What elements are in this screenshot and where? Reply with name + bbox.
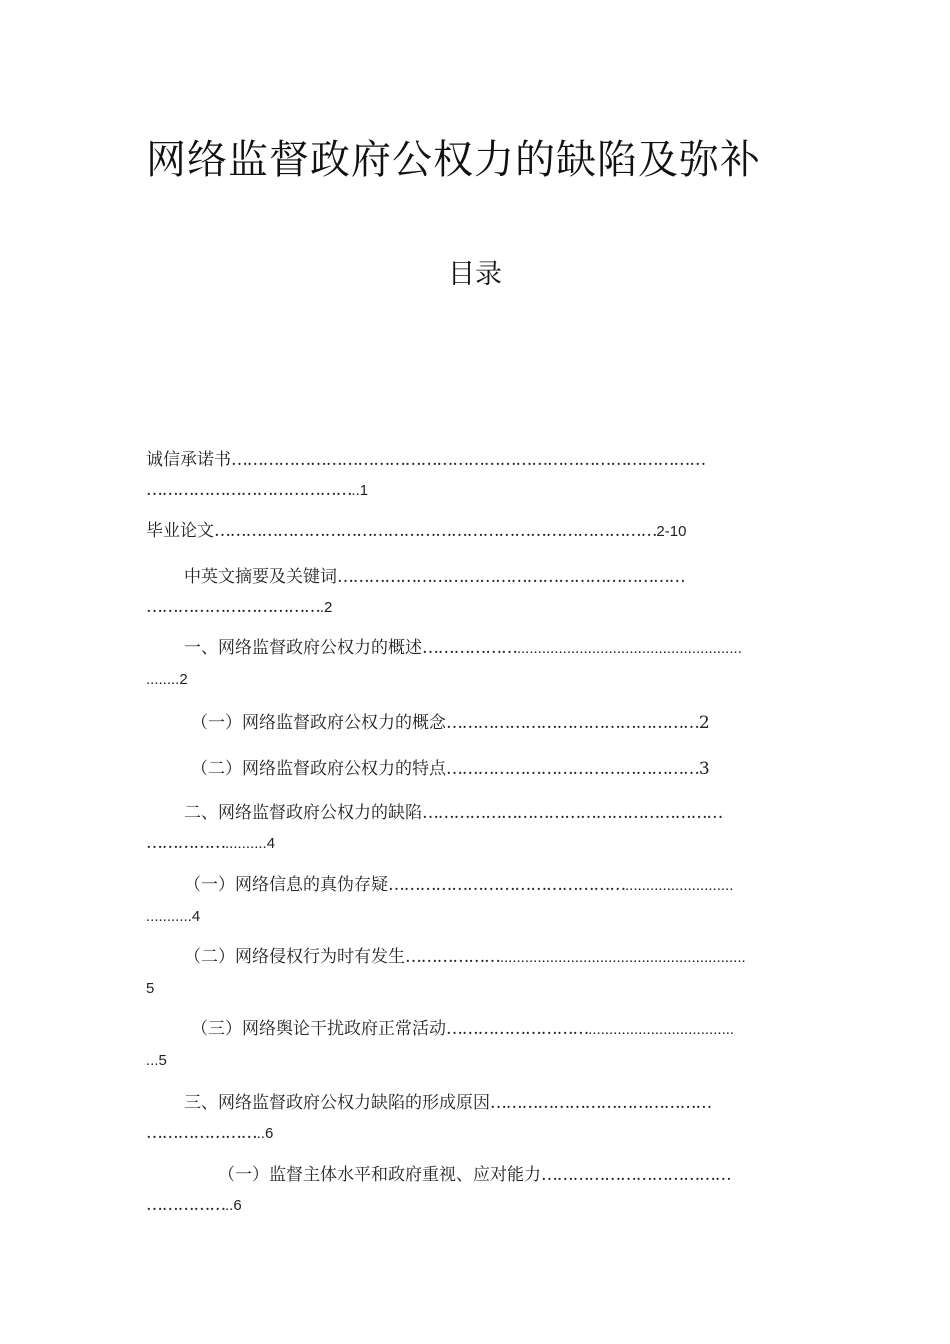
toc-page-number: 4 [191, 908, 201, 925]
toc-leader: ………………………………………… [446, 713, 699, 733]
toc-entry-label: （一）网络信息的真伪存疑 [184, 875, 388, 895]
toc-leader: …………… [146, 1195, 226, 1215]
toc-page-number: ..6 [225, 1197, 242, 1214]
toc-entry-label: 二、网络监督政府公权力的缺陷 [184, 803, 422, 823]
toc-leader: ……………………………… [541, 1165, 731, 1185]
toc-leader: ………………………………………………………………………… [214, 521, 657, 541]
toc-entry[interactable] [146, 562, 811, 623]
toc-entry[interactable] [146, 754, 811, 784]
toc-entry-label: 中英文摘要及关键词 [184, 567, 337, 587]
toc-leader: .......... [225, 835, 267, 852]
toc-leader: .......................... [625, 877, 734, 894]
toc-leader: ...................................................... [516, 640, 742, 657]
toc-entry[interactable] [146, 942, 811, 1004]
toc-entry-label: 毕业论文 [146, 521, 214, 541]
toc-leader: ……………………………………………………………………………… [231, 450, 706, 470]
toc-leader: ... [146, 1052, 159, 1069]
toc-entry[interactable] [146, 1160, 811, 1221]
toc-entry-label: （二）网络监督政府公权力的特点 [191, 759, 446, 779]
toc-entry-label: 诚信承诺书 [146, 450, 231, 470]
toc-leader: …………………………………… [490, 1093, 712, 1113]
toc-entry[interactable] [146, 516, 811, 547]
toc-heading: 目录 [448, 259, 502, 290]
toc-page-number: ..1 [351, 482, 369, 499]
toc-page-number: 4 [266, 835, 276, 852]
toc-entry-label: （一）监督主体水平和政府重视、应对能力 [218, 1165, 541, 1185]
toc-leader: ……………………………………… [388, 875, 626, 895]
toc-entry[interactable] [146, 708, 811, 738]
toc-entry[interactable] [146, 633, 811, 695]
toc-page-number: .2 [319, 599, 333, 616]
toc-leader: ………………………………… [146, 480, 352, 500]
toc-leader: ………………………………………………………… [337, 567, 685, 587]
toc-entry-label: （二）网络侵权行为时有发生 [184, 947, 405, 967]
toc-leader: …………… [146, 833, 226, 853]
toc-entry[interactable] [146, 870, 811, 932]
toc-page-number: 2-10 [656, 523, 687, 540]
toc-entry-label: （三）网络舆论干扰政府正常活动 [191, 1019, 446, 1039]
toc-leader: ………………… [146, 1123, 257, 1143]
toc-page-number: 2 [179, 671, 188, 688]
toc-page-number: 5 [158, 1052, 167, 1069]
toc-entry-label: 三、网络监督政府公权力缺陷的形成原因 [184, 1093, 490, 1113]
toc-page-number: 5 [146, 980, 155, 997]
toc-entry-label: （一）网络监督政府公权力的概念 [191, 713, 446, 733]
toc-leader: ………………………………………………… [422, 803, 723, 823]
toc-entry[interactable] [146, 445, 811, 506]
toc-entry[interactable] [146, 1014, 811, 1076]
document-title: 网络监督政府公权力的缺陷及弥补 [146, 137, 761, 183]
toc-leader: ………………………………………… [446, 759, 699, 779]
toc-leader: ........................................................... [499, 949, 746, 966]
toc-leader: ……………… [405, 947, 500, 967]
toc-leader: …………………………… [146, 597, 320, 617]
toc-leader: ................................... [588, 1021, 735, 1038]
toc-entry[interactable] [146, 1088, 811, 1149]
toc-leader: ........... [146, 908, 192, 925]
toc-entry[interactable] [146, 798, 811, 859]
toc-entry-label: 一、网络监督政府公权力的概述 [184, 638, 422, 658]
toc-leader: ……………………… [446, 1019, 589, 1039]
toc-leader: ……………… [422, 638, 517, 658]
toc-page-number: 3 [698, 759, 710, 779]
toc-leader: ........ [146, 671, 180, 688]
toc-page-number: ..6 [256, 1125, 274, 1142]
toc-page-number: 2 [698, 713, 710, 733]
